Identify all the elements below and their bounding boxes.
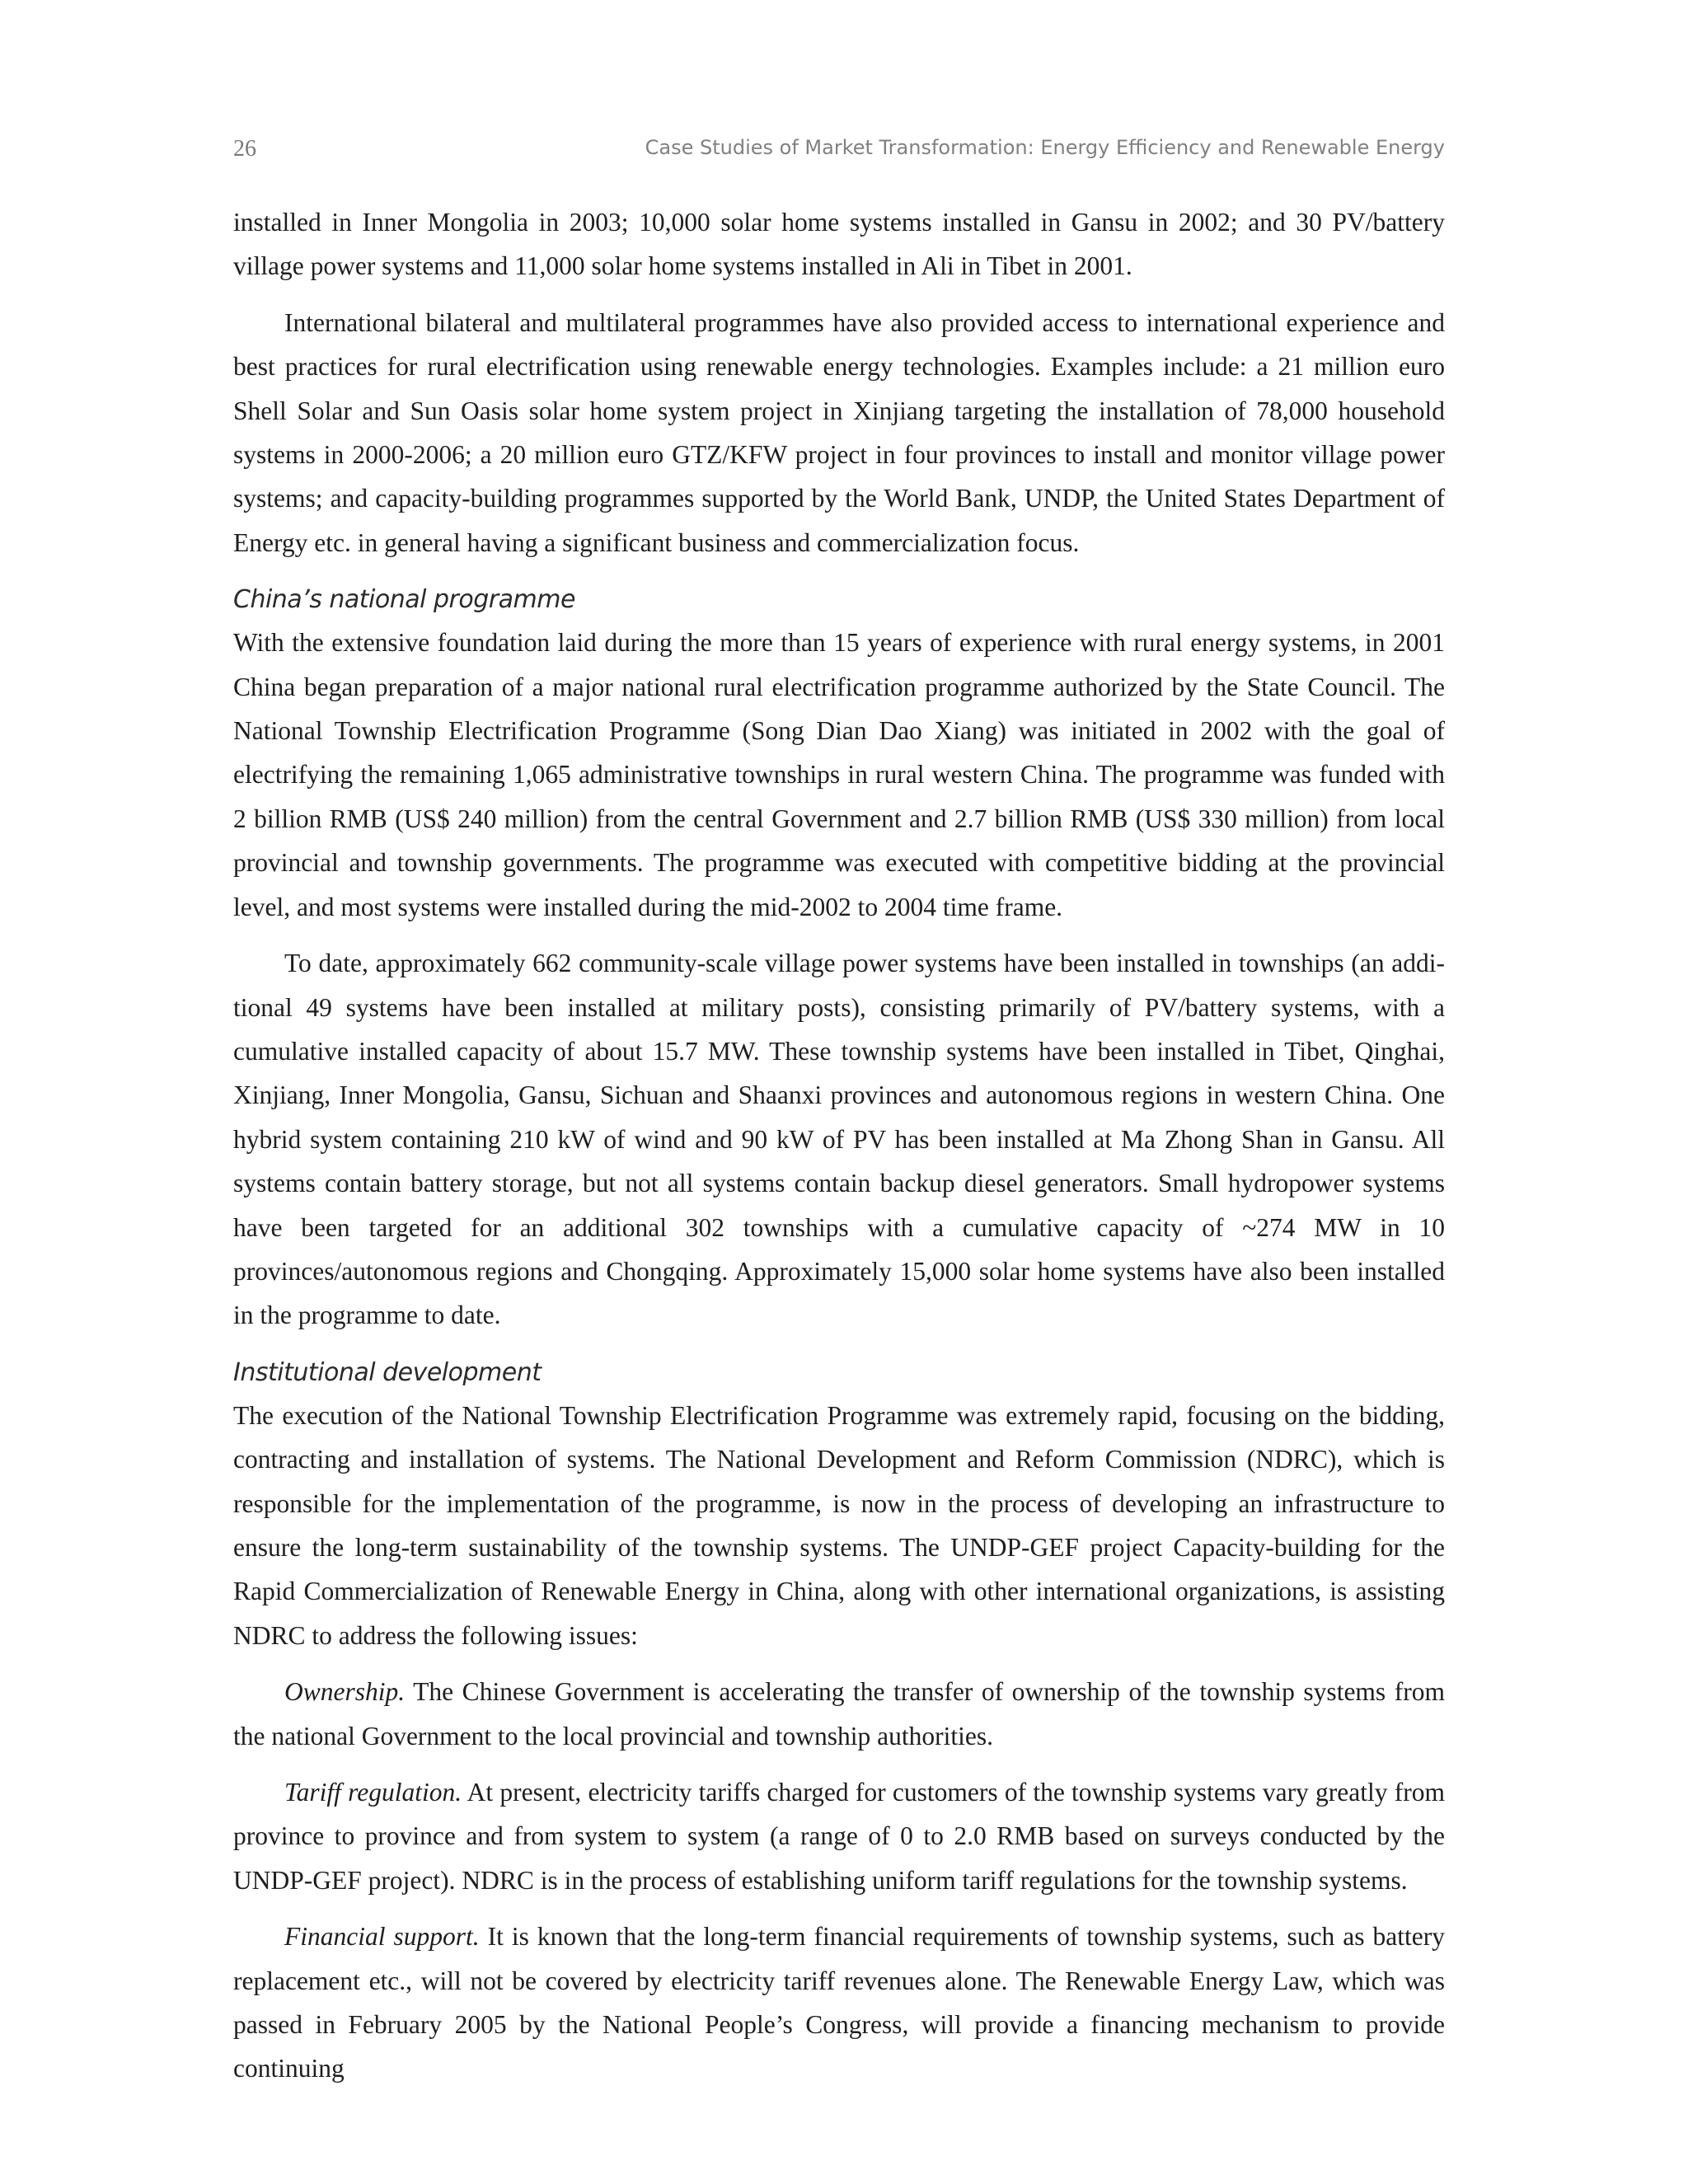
paragraph-continued: installed in Inner Mongolia in 2003; 10,000 solar home systems installed in Gansu in 2002; and 30 PV/battery village power systems and 11,000 solar home systems installed in Ali in Tibet in 2001. (233, 208, 1445, 281)
paragraph-financial-support (233, 1915, 1445, 2091)
run-in-heading-tariff-regulation: Tariff regulation. (284, 1778, 462, 1807)
section-heading-national-programme: China’s national programme (233, 585, 575, 615)
running-header (233, 136, 1445, 169)
paragraph-national-programme: With the extensive foundation laid during the more than 15 years of experience with rural energy systems, in 2001 China began preparation of a major national rural electrification programme authorized by the State Council. The National Township Electrification Programme (Song Dian Dao Xiang) was initiated in 2002 with the goal of electrifying the remaining 1,065 administrative townships in rural western China. The programme was funded with 2 billion RMB (US$ 240 million) from the central Government and 2.7 billion RMB (US$ 330 million) from local provincial and township governments. The programme was executed with competitive bidding at the provincial level, and most systems were installed during the mid-2002 to 2004 time frame. (233, 628, 1445, 921)
section-heading-institutional-development: Institutional development (233, 1357, 542, 1387)
tariff-regulation-text: At present, electricity tariffs charged for customers of the township systems vary greatly from province to province and from system to system (a range of 0 to 2.0 RMB based on surveys conducted by the UNDP-GEF project). NDRC is in the process of establishing uniform tariff regulations for the township systems. (233, 1778, 1445, 1895)
paragraph-ownership (233, 1670, 1445, 1758)
paragraph-institutional-development: The execution of the National Township Electrification Programme was extremely rapid, focusing on the bidding, contracting and installation of systems. The National Development and Reform Commission (NDRC), which is responsible for the implementation of the programme, is now in the process of developing an infrastructure to ensure the long-term sustainability of the township systems. The UNDP-GEF project Capacity-building for the Rapid Commercialization of Renewable Energy in China, along with other international organizations, is assisting NDRC to address the following issues: (233, 1400, 1445, 1650)
page-number: 26 (233, 136, 256, 162)
running-title: Case Studies of Market Transformation: Energy Efficiency and Renewable Energy (645, 136, 1445, 159)
paragraph-township-systems: To date, approximately 662 community-scale village power systems have been installed in townships (an additional 49 systems have been installed at military posts), consisting primarily of PV/battery systems, with a cumulative installed capacity of about 15.7 MW. These township systems have been installed in Tibet, Qinghai, Xinjiang, Inner Mongolia, Gansu, Sichuan and Shaanxi provinces and autonomous regions in western China. One hybrid system containing 210 kW of wind and 90 kW of PV has been installed at Ma Zhong Shan in Gansu. All systems contain battery storage, but not all systems contain backup diesel generators. Small hydropower systems have been targeted for an additional 302 townships with a cumulative capacity of ~274 MW in 10 provinces/autonomous regions and Chongqing. Approximately 15,000 solar home systems have also been installed in the programme to date. (233, 949, 1445, 1330)
ownership-text: The Chinese Government is accelerating the transfer of ownership of the township systems from the national Government to the local provincial and township authorities. (233, 1677, 1445, 1750)
paragraph-tariff-regulation (233, 1770, 1445, 1902)
financial-support-text: It is known that the long-term financial requirements of township systems, such as battery replacement etc., will not be covered by electricity tariff revenues alone. The Renewable Energy Law, which was passed in February 2005 by the National People’s Congress, will provide a financing mechanism to provide continuing (233, 1922, 1445, 2083)
body-text (233, 200, 1445, 2091)
run-in-heading-ownership: Ownership. (284, 1677, 406, 1707)
paragraph-international-programmes: International bilateral and multilateral programmes have also provided access to international experience and best practices for rural electrification using renewable energy technologies. Examples include: a 21 million euro Shell Solar and Sun Oasis solar home system project in Xinjiang targeting the installation of 78,000 household systems in 2000-2006; a 20 million euro GTZ/KFW project in four provinces to install and monitor village power systems; and capacity-building programmes supported by the World Bank, UNDP, the United States Department of Energy etc. in general having a significant business and commercialization focus. (233, 307, 1445, 557)
run-in-heading-financial-support: Financial support. (284, 1922, 480, 1952)
